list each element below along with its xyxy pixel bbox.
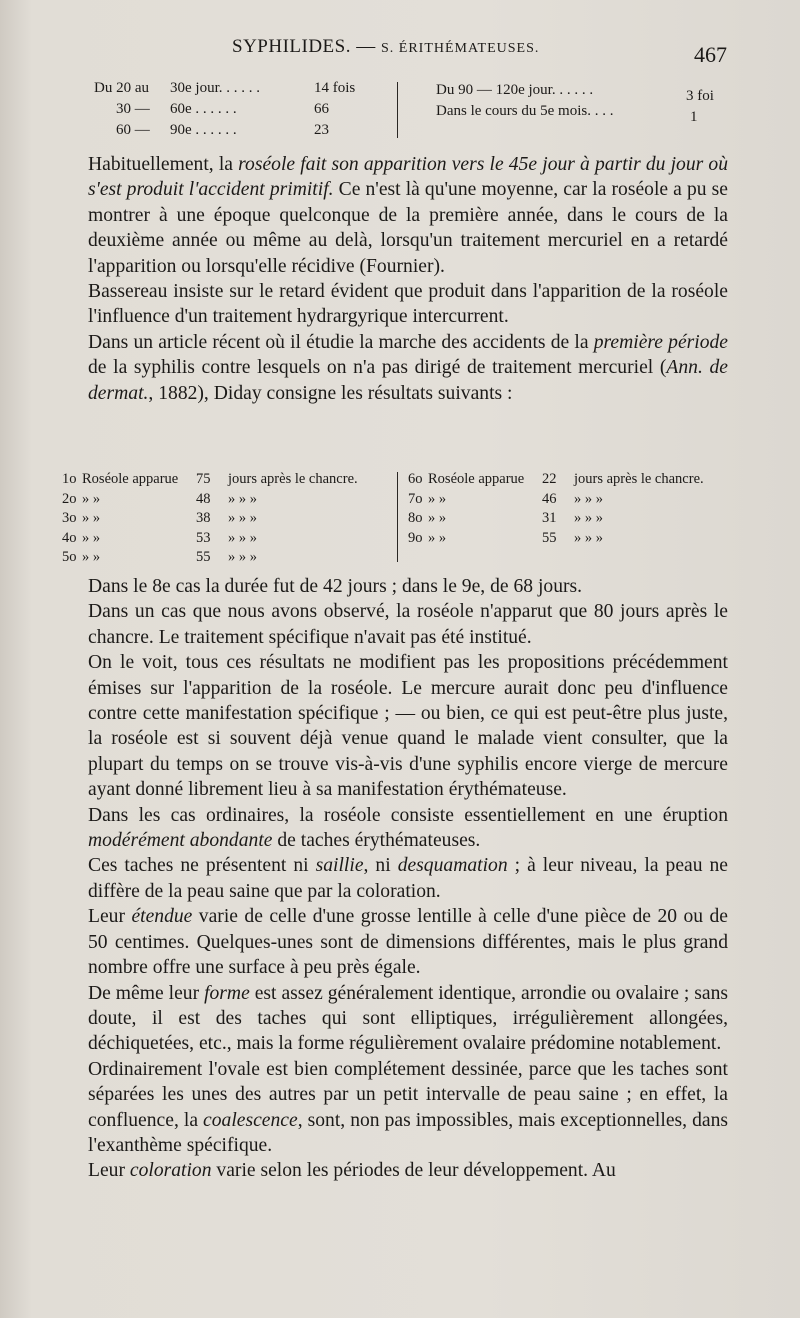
paragraph (88, 279, 728, 330)
range-start: 30 — (116, 101, 150, 117)
text-run: Ces taches ne présentent ni (88, 855, 316, 877)
case-suffix: » » » (574, 510, 603, 526)
days-value: 46 (542, 490, 557, 507)
chapter-title-main: SYPHILIDES. (232, 36, 351, 57)
count: 3 foi (686, 88, 714, 104)
count: 23 (314, 122, 329, 138)
table-row (436, 101, 736, 125)
case-suffix: » » » (574, 529, 603, 546)
range-end: 30e jour. . . . . . (170, 80, 260, 96)
days-value: 55 (196, 549, 211, 565)
table-row (94, 120, 384, 141)
days-value: 48 (196, 490, 211, 507)
case-number: 7o (408, 490, 423, 507)
text-run: , sont, non pas impossibles, mais exceptionnelles, dans l'exanthème spécifique. (88, 1109, 728, 1156)
emphasis-text: étendue (131, 906, 193, 928)
case-number: 3o (62, 510, 77, 526)
paragraph (88, 853, 728, 904)
body-text-lower (88, 574, 728, 1184)
days-value: 55 (542, 529, 557, 546)
case-suffix: jours après le chancre. (574, 471, 704, 487)
table-row (62, 548, 392, 568)
case-label: » » (82, 529, 101, 546)
text-run: Bassereau insiste sur le retard évident que produit dans l'apparition de la roséole l'influence d'un traitement hydrargyrique intercurrent. (88, 281, 728, 328)
emphasis-text: coloration (129, 1160, 212, 1182)
text-run: Leur (88, 1160, 130, 1182)
title-dash: — (356, 36, 376, 57)
text-run: varie selon les périodes de leur développement. Au (211, 1160, 616, 1182)
case-number: 1o (62, 471, 77, 487)
paragraph (88, 152, 728, 279)
text-run: est assez généralement identique, arrondie ou ovalaire ; sans doute, il est des taches qui sont elliptiques, irrégulièrement allongées, déchiquetées, etc., mais la forme régulièrement ovalaire prédomine notablement. (88, 982, 728, 1055)
table-row (408, 529, 738, 549)
case-number: 5o (62, 549, 77, 565)
column-divider (397, 82, 398, 138)
body-text-upper (88, 152, 728, 406)
paragraph (88, 1057, 728, 1159)
emphasis-text: roséole fait son apparition vers le 45e jour à partir du jour où s'est produit l'accident primitif. (88, 154, 729, 201)
table-row (94, 99, 384, 120)
table-row (408, 509, 738, 529)
count: 66 (314, 101, 329, 117)
days-value: 31 (542, 510, 557, 526)
case-label: Roséole apparue (82, 471, 179, 487)
chapter-title (232, 36, 539, 58)
text-run: Ce n'est là qu'une moyenne, car la roséole a pu se montrer à une époque quelconque de la première année, dans le cours de la deuxième année ou même au delà, lorsqu'un traitement mercuriel en a retardé l'apparition ou lorsqu'elle récidive (Fournier). (88, 179, 728, 277)
case-number: 2o (62, 490, 77, 507)
text-run: , ni (363, 855, 398, 877)
onset-table-left (94, 78, 384, 141)
table-row (408, 470, 738, 490)
case-suffix: » » » (228, 490, 257, 507)
table-row (62, 529, 392, 549)
case-suffix: » » » (228, 549, 257, 565)
count: 14 fois (314, 80, 356, 96)
paragraph (88, 981, 728, 1057)
case-suffix: » » » (228, 510, 257, 526)
text-run: Dans le 8e cas la durée fut de 42 jours ; dans le 9e, de 68 jours. (88, 576, 583, 597)
text-run: De même leur (88, 982, 205, 1004)
emphasis-text: coalescence (203, 1109, 298, 1131)
emphasis-text: forme (204, 982, 250, 1004)
paragraph (88, 650, 728, 802)
table-row (436, 80, 736, 104)
running-head (0, 36, 800, 66)
case-label: » » (82, 549, 101, 565)
table-row (408, 490, 738, 510)
chapter-subtitle: S. ÉRITHÉMATEUSES. (380, 41, 540, 56)
days-value: 75 (196, 471, 211, 487)
case-number: 8o (408, 510, 423, 526)
text-run: ; à leur niveau, la peau ne diffère de la peau saine que par la coloration. (88, 855, 729, 902)
case-label: » » (82, 510, 101, 526)
case-number: 4o (62, 529, 77, 546)
case-number: 9o (408, 529, 423, 546)
emphasis-text: première période (593, 331, 729, 353)
text-run: Leur (88, 906, 132, 928)
case-label: Roséole apparue (428, 471, 525, 487)
emphasis-text: saillie (315, 855, 364, 877)
text-run: Dans les cas ordinaires, la roséole consiste essentiellement en une éruption (88, 804, 728, 826)
onset-table-right (436, 80, 736, 125)
text-run: de taches érythémateuses. (272, 830, 481, 852)
case-suffix: » » » (228, 529, 257, 546)
table-row (94, 78, 384, 99)
paragraph (88, 330, 728, 406)
text-run: Ordinairement l'ovale est bien complétement dessinée, parce que les taches sont séparées les unes des autres par un petit intervalle de peau saine ; en effet, la confluence, la (88, 1058, 728, 1131)
column-divider (397, 472, 398, 562)
paragraph (88, 803, 728, 854)
case-label: » » (428, 510, 447, 526)
emphasis-text: desquamation (397, 855, 508, 877)
table-row (62, 490, 392, 510)
range-end: 90e . . . . . . (170, 122, 237, 138)
paragraph (88, 599, 728, 650)
text-run: Habituellement, la (88, 154, 239, 175)
text-run: Dans un article récent où il étudie la marche des accidents de la (88, 331, 594, 353)
days-value: 53 (196, 529, 211, 546)
days-value: 22 (542, 471, 557, 487)
case-suffix: jours après le chancre. (228, 471, 358, 487)
range-end: 60e . . . . . . (170, 101, 237, 117)
case-label: » » (428, 490, 447, 507)
case-suffix: » » » (574, 490, 603, 507)
text-run: varie de celle d'une grosse lentille à celle d'une pièce de 20 ou de 50 centimes. Quelques-unes sont de dimensions différentes, mais le plus grand nombre offre une surface à peu près égale. (88, 906, 728, 979)
range-start: 60 — (116, 122, 150, 138)
text-run: Dans un cas que nous avons observé, la roséole n'apparut que 80 jours après le chancre. Le traitement spécifique n'avait pas été institué. (88, 601, 728, 648)
page-number: 467 (694, 42, 727, 67)
case-label: » » (428, 529, 447, 546)
emphasis-text: Ann. de dermat. (88, 357, 728, 404)
row-label: Du 90 — 120e jour. . . . . . (436, 82, 594, 98)
text-run: de la syphilis contre lesquels on n'a pas dirigé de traitement mercuriel ( (88, 357, 667, 379)
table-row (62, 509, 392, 529)
diday-table-left (62, 470, 392, 568)
days-value: 38 (196, 510, 211, 526)
text-run: , 1882), Diday consigne les résultats suivants : (148, 382, 513, 404)
table-row (62, 470, 392, 490)
case-label: » » (82, 490, 101, 507)
case-number: 6o (408, 471, 423, 487)
diday-table-right (408, 470, 738, 548)
emphasis-text: modérément abondante (88, 830, 273, 852)
paragraph (88, 574, 728, 599)
paragraph (88, 1158, 728, 1183)
text-run: On le voit, tous ces résultats ne modifient pas les propositions précédemment émises sur l'apparition de la roséole. Le mercure aurait donc peu d'influence contre cette manifestation spécifique ; — ou bien, ce qui est peut-être plus juste, la roséole est si souvent déjà venue quand le malade vient consulter, que la plupart du temps on se trouve vis-à-vis d'une syphilis encore vierge de mercure ayant donné librement lieu à sa manifestation érythémateuse. (88, 652, 728, 801)
row-label: Dans le cours du 5e mois. . . . (436, 103, 614, 119)
range-start: Du 20 au (94, 80, 149, 96)
count: 1 (690, 109, 698, 125)
paragraph (88, 904, 728, 980)
